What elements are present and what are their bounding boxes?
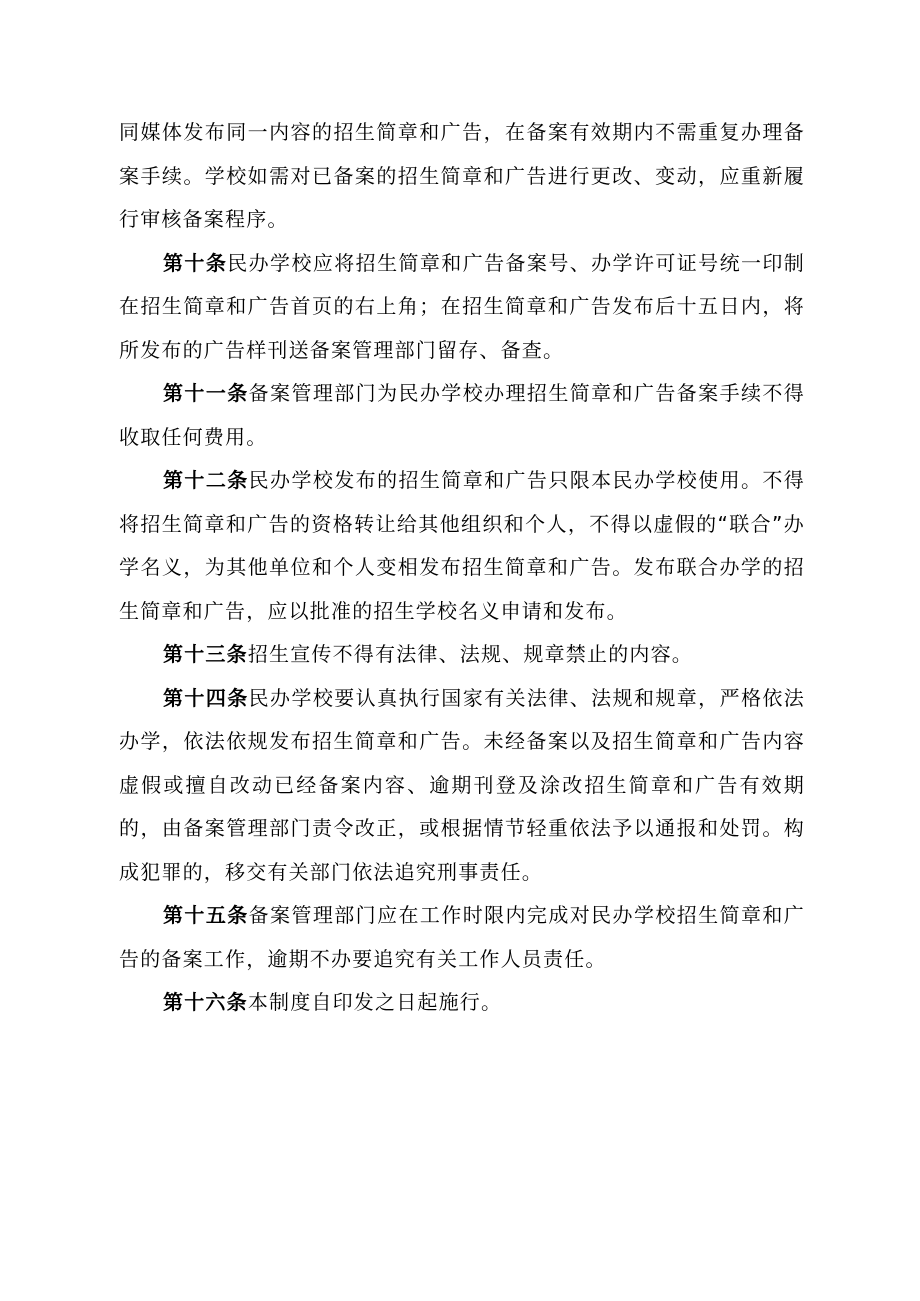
paragraph-continuation: [119, 111, 805, 242]
article-heading: 第十五条: [163, 903, 249, 927]
document-body: [119, 111, 805, 1025]
article-heading: 第十四条: [163, 685, 249, 710]
article-heading: 第十二条: [163, 468, 249, 492]
paragraph-text: 同媒体发布同一内容的招生简章和广告，在备案有效期内不需重复办理备案手续。学校如需对已备案的招生简章和广告进行更改、变动，应重新履行审核备案程序。: [119, 120, 805, 231]
article-text: 民办学校应将招生简章和广告备案号、办学许可证号统一印制在招生简章和广告首页的右上角；在招生简章和广告发布后十五日内，将所发布的广告样刊送备案管理部门留存、备查。: [119, 250, 805, 362]
article-text: 民办学校发布的招生简章和广告只限本民办学校使用。不得将招生简章和广告的资格转让给其他组织和个人，不得以虚假的“联合”办学名义，为其他单位和个人变相发布招生简章和广告。发布联合办学的招生简章和广告，应以批准的招生学校名义申请和发布。: [119, 468, 805, 623]
article-16: [119, 981, 805, 1025]
article-12: [119, 459, 805, 633]
article-heading: 第十三条: [163, 642, 248, 666]
article-text: 招生宣传不得有法律、法规、规章禁止的内容。: [247, 642, 694, 666]
article-text: 备案管理部门应在工作时限内完成对民办学校招生简章和广告的备案工作，逾期不办要追究有关工作人员责任。: [119, 903, 805, 971]
article-10: [119, 242, 805, 373]
article-text: 本制度自印发之日起施行。: [247, 990, 503, 1014]
article-heading: 第十一条: [163, 381, 249, 405]
article-13: [119, 633, 805, 677]
article-text: 民办学校要认真执行国家有关法律、法规和规章，严格依法办学，依法依规发布招生简章和广告。未经备案以及招生简章和广告内容虚假或擅自改动已经备案内容、逾期刊登及涂改招生简章和广告有效期的，由备案管理部门责令改正，或根据情节轻重依法予以通报和处罚。构成犯罪的，移交有关部门依法追究刑事责任。: [119, 685, 805, 884]
article-14: [119, 677, 805, 895]
article-heading: 第十条: [163, 250, 228, 275]
article-15: [119, 894, 805, 981]
article-heading: 第十六条: [163, 990, 248, 1014]
article-text: 备案管理部门为民办学校办理招生简章和广告备案手续不得收取任何费用。: [119, 381, 805, 449]
article-11: [119, 372, 805, 459]
